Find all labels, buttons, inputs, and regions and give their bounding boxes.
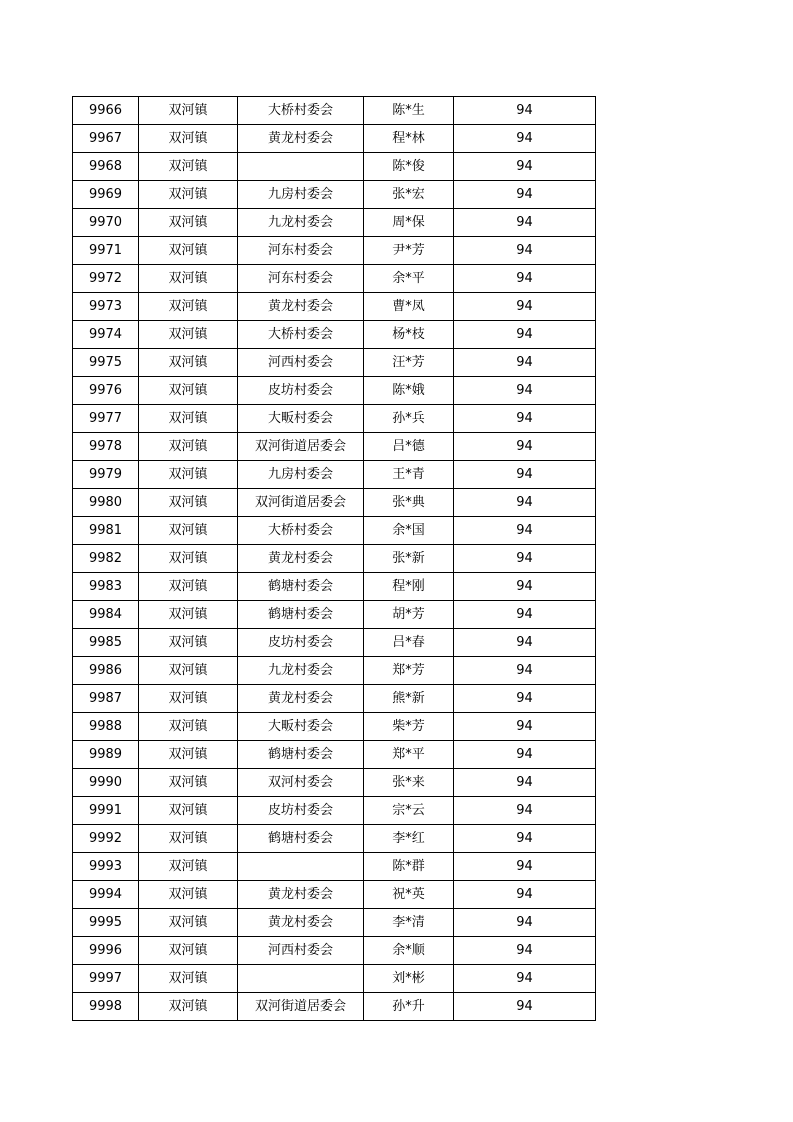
town-cell: 双河镇 [139,433,238,461]
row-number-cell: 9973 [73,293,139,321]
village-committee-cell [238,965,364,993]
table-row [73,321,596,349]
table-row [73,713,596,741]
score-cell: 94 [454,517,596,545]
row-number-cell: 9976 [73,377,139,405]
row-number-cell: 9996 [73,937,139,965]
data-table [72,96,596,1021]
name-cell: 王*青 [364,461,454,489]
table-row [73,741,596,769]
town-cell: 双河镇 [139,797,238,825]
row-number-cell: 9986 [73,657,139,685]
town-cell: 双河镇 [139,517,238,545]
score-cell: 94 [454,881,596,909]
name-cell: 曹*凤 [364,293,454,321]
village-committee-cell: 双河街道居委会 [238,433,364,461]
row-number-cell: 9995 [73,909,139,937]
name-cell: 郑*芳 [364,657,454,685]
village-committee-cell: 大桥村委会 [238,321,364,349]
town-cell: 双河镇 [139,181,238,209]
village-committee-cell: 九龙村委会 [238,209,364,237]
row-number-cell: 9990 [73,769,139,797]
table-row [73,433,596,461]
town-cell: 双河镇 [139,489,238,517]
score-cell: 94 [454,685,596,713]
name-cell: 尹*芳 [364,237,454,265]
name-cell: 郑*平 [364,741,454,769]
table-row [73,349,596,377]
town-cell: 双河镇 [139,629,238,657]
name-cell: 宗*云 [364,797,454,825]
row-number-cell: 9977 [73,405,139,433]
name-cell: 余*国 [364,517,454,545]
name-cell: 柴*芳 [364,713,454,741]
name-cell: 陈*生 [364,97,454,125]
row-number-cell: 9968 [73,153,139,181]
name-cell: 汪*芳 [364,349,454,377]
village-committee-cell: 皮坊村委会 [238,629,364,657]
town-cell: 双河镇 [139,125,238,153]
row-number-cell: 9983 [73,573,139,601]
town-cell: 双河镇 [139,601,238,629]
row-number-cell: 9997 [73,965,139,993]
village-committee-cell: 大畈村委会 [238,405,364,433]
row-number-cell: 9998 [73,993,139,1021]
village-committee-cell: 黄龙村委会 [238,293,364,321]
name-cell: 李*清 [364,909,454,937]
name-cell: 杨*枝 [364,321,454,349]
row-number-cell: 9978 [73,433,139,461]
village-committee-cell: 黄龙村委会 [238,909,364,937]
village-committee-cell: 皮坊村委会 [238,797,364,825]
table-row [73,685,596,713]
table-row [73,153,596,181]
score-cell: 94 [454,797,596,825]
table-row [73,909,596,937]
village-committee-cell: 鹤塘村委会 [238,825,364,853]
town-cell: 双河镇 [139,377,238,405]
town-cell: 双河镇 [139,657,238,685]
row-number-cell: 9992 [73,825,139,853]
score-cell: 94 [454,573,596,601]
table-row [73,993,596,1021]
name-cell: 祝*英 [364,881,454,909]
town-cell: 双河镇 [139,685,238,713]
score-cell: 94 [454,349,596,377]
village-committee-cell: 九龙村委会 [238,657,364,685]
row-number-cell: 9989 [73,741,139,769]
table-row [73,797,596,825]
town-cell: 双河镇 [139,713,238,741]
village-committee-cell: 大畈村委会 [238,713,364,741]
table-row [73,125,596,153]
village-committee-cell: 河西村委会 [238,349,364,377]
score-cell: 94 [454,937,596,965]
village-committee-cell: 河东村委会 [238,237,364,265]
town-cell: 双河镇 [139,993,238,1021]
table-row [73,377,596,405]
village-committee-cell: 九房村委会 [238,181,364,209]
town-cell: 双河镇 [139,965,238,993]
score-cell: 94 [454,965,596,993]
name-cell: 程*林 [364,125,454,153]
village-committee-cell: 河西村委会 [238,937,364,965]
town-cell: 双河镇 [139,237,238,265]
village-committee-cell: 鹤塘村委会 [238,573,364,601]
score-cell: 94 [454,489,596,517]
table-row [73,573,596,601]
score-cell: 94 [454,993,596,1021]
table-row [73,853,596,881]
village-committee-cell: 双河街道居委会 [238,993,364,1021]
village-committee-cell: 河东村委会 [238,265,364,293]
table-row [73,965,596,993]
score-cell: 94 [454,713,596,741]
table-row [73,881,596,909]
score-cell: 94 [454,405,596,433]
village-committee-cell [238,153,364,181]
village-committee-cell: 鹤塘村委会 [238,741,364,769]
row-number-cell: 9969 [73,181,139,209]
row-number-cell: 9991 [73,797,139,825]
name-cell: 程*刚 [364,573,454,601]
village-committee-cell: 大桥村委会 [238,97,364,125]
score-cell: 94 [454,153,596,181]
score-cell: 94 [454,97,596,125]
name-cell: 周*保 [364,209,454,237]
table-row [73,237,596,265]
row-number-cell: 9993 [73,853,139,881]
village-committee-cell: 九房村委会 [238,461,364,489]
town-cell: 双河镇 [139,209,238,237]
name-cell: 孙*升 [364,993,454,1021]
town-cell: 双河镇 [139,153,238,181]
name-cell: 余*顺 [364,937,454,965]
name-cell: 胡*芳 [364,601,454,629]
town-cell: 双河镇 [139,909,238,937]
score-cell: 94 [454,265,596,293]
score-cell: 94 [454,321,596,349]
town-cell: 双河镇 [139,349,238,377]
town-cell: 双河镇 [139,853,238,881]
score-cell: 94 [454,853,596,881]
town-cell: 双河镇 [139,293,238,321]
village-committee-cell: 皮坊村委会 [238,377,364,405]
name-cell: 熊*新 [364,685,454,713]
row-number-cell: 9982 [73,545,139,573]
row-number-cell: 9972 [73,265,139,293]
row-number-cell: 9970 [73,209,139,237]
village-committee-cell: 黄龙村委会 [238,685,364,713]
table-row [73,97,596,125]
town-cell: 双河镇 [139,573,238,601]
town-cell: 双河镇 [139,97,238,125]
village-committee-cell: 黄龙村委会 [238,125,364,153]
town-cell: 双河镇 [139,825,238,853]
village-committee-cell: 黄龙村委会 [238,881,364,909]
table-row [73,461,596,489]
name-cell: 吕*德 [364,433,454,461]
score-cell: 94 [454,629,596,657]
table-row [73,489,596,517]
row-number-cell: 9974 [73,321,139,349]
table-row [73,293,596,321]
table-row [73,629,596,657]
score-cell: 94 [454,657,596,685]
score-cell: 94 [454,601,596,629]
village-committee-cell: 鹤塘村委会 [238,601,364,629]
score-cell: 94 [454,769,596,797]
town-cell: 双河镇 [139,741,238,769]
name-cell: 张*典 [364,489,454,517]
town-cell: 双河镇 [139,461,238,489]
table-row [73,545,596,573]
table-body [73,97,596,1021]
row-number-cell: 9971 [73,237,139,265]
town-cell: 双河镇 [139,321,238,349]
score-cell: 94 [454,209,596,237]
score-cell: 94 [454,461,596,489]
name-cell: 张*宏 [364,181,454,209]
village-committee-cell: 黄龙村委会 [238,545,364,573]
score-cell: 94 [454,293,596,321]
table-row [73,181,596,209]
score-cell: 94 [454,125,596,153]
row-number-cell: 9980 [73,489,139,517]
row-number-cell: 9985 [73,629,139,657]
row-number-cell: 9981 [73,517,139,545]
table-row [73,517,596,545]
village-committee-cell: 大桥村委会 [238,517,364,545]
name-cell: 孙*兵 [364,405,454,433]
name-cell: 陈*娥 [364,377,454,405]
row-number-cell: 9975 [73,349,139,377]
table-row [73,209,596,237]
table-row [73,657,596,685]
town-cell: 双河镇 [139,937,238,965]
row-number-cell: 9987 [73,685,139,713]
town-cell: 双河镇 [139,405,238,433]
name-cell: 陈*俊 [364,153,454,181]
row-number-cell: 9979 [73,461,139,489]
town-cell: 双河镇 [139,769,238,797]
table-row [73,825,596,853]
table-row [73,601,596,629]
name-cell: 李*红 [364,825,454,853]
row-number-cell: 9984 [73,601,139,629]
name-cell: 吕*春 [364,629,454,657]
table-row [73,937,596,965]
name-cell: 张*新 [364,545,454,573]
village-committee-cell [238,853,364,881]
score-cell: 94 [454,433,596,461]
town-cell: 双河镇 [139,545,238,573]
town-cell: 双河镇 [139,881,238,909]
score-cell: 94 [454,741,596,769]
row-number-cell: 9994 [73,881,139,909]
row-number-cell: 9967 [73,125,139,153]
score-cell: 94 [454,377,596,405]
name-cell: 余*平 [364,265,454,293]
village-committee-cell: 双河街道居委会 [238,489,364,517]
score-cell: 94 [454,909,596,937]
name-cell: 陈*群 [364,853,454,881]
name-cell: 张*来 [364,769,454,797]
table-row [73,265,596,293]
table-row [73,405,596,433]
score-cell: 94 [454,545,596,573]
name-cell: 刘*彬 [364,965,454,993]
score-cell: 94 [454,825,596,853]
village-committee-cell: 双河村委会 [238,769,364,797]
table-row [73,769,596,797]
row-number-cell: 9966 [73,97,139,125]
row-number-cell: 9988 [73,713,139,741]
score-cell: 94 [454,181,596,209]
town-cell: 双河镇 [139,265,238,293]
score-cell: 94 [454,237,596,265]
